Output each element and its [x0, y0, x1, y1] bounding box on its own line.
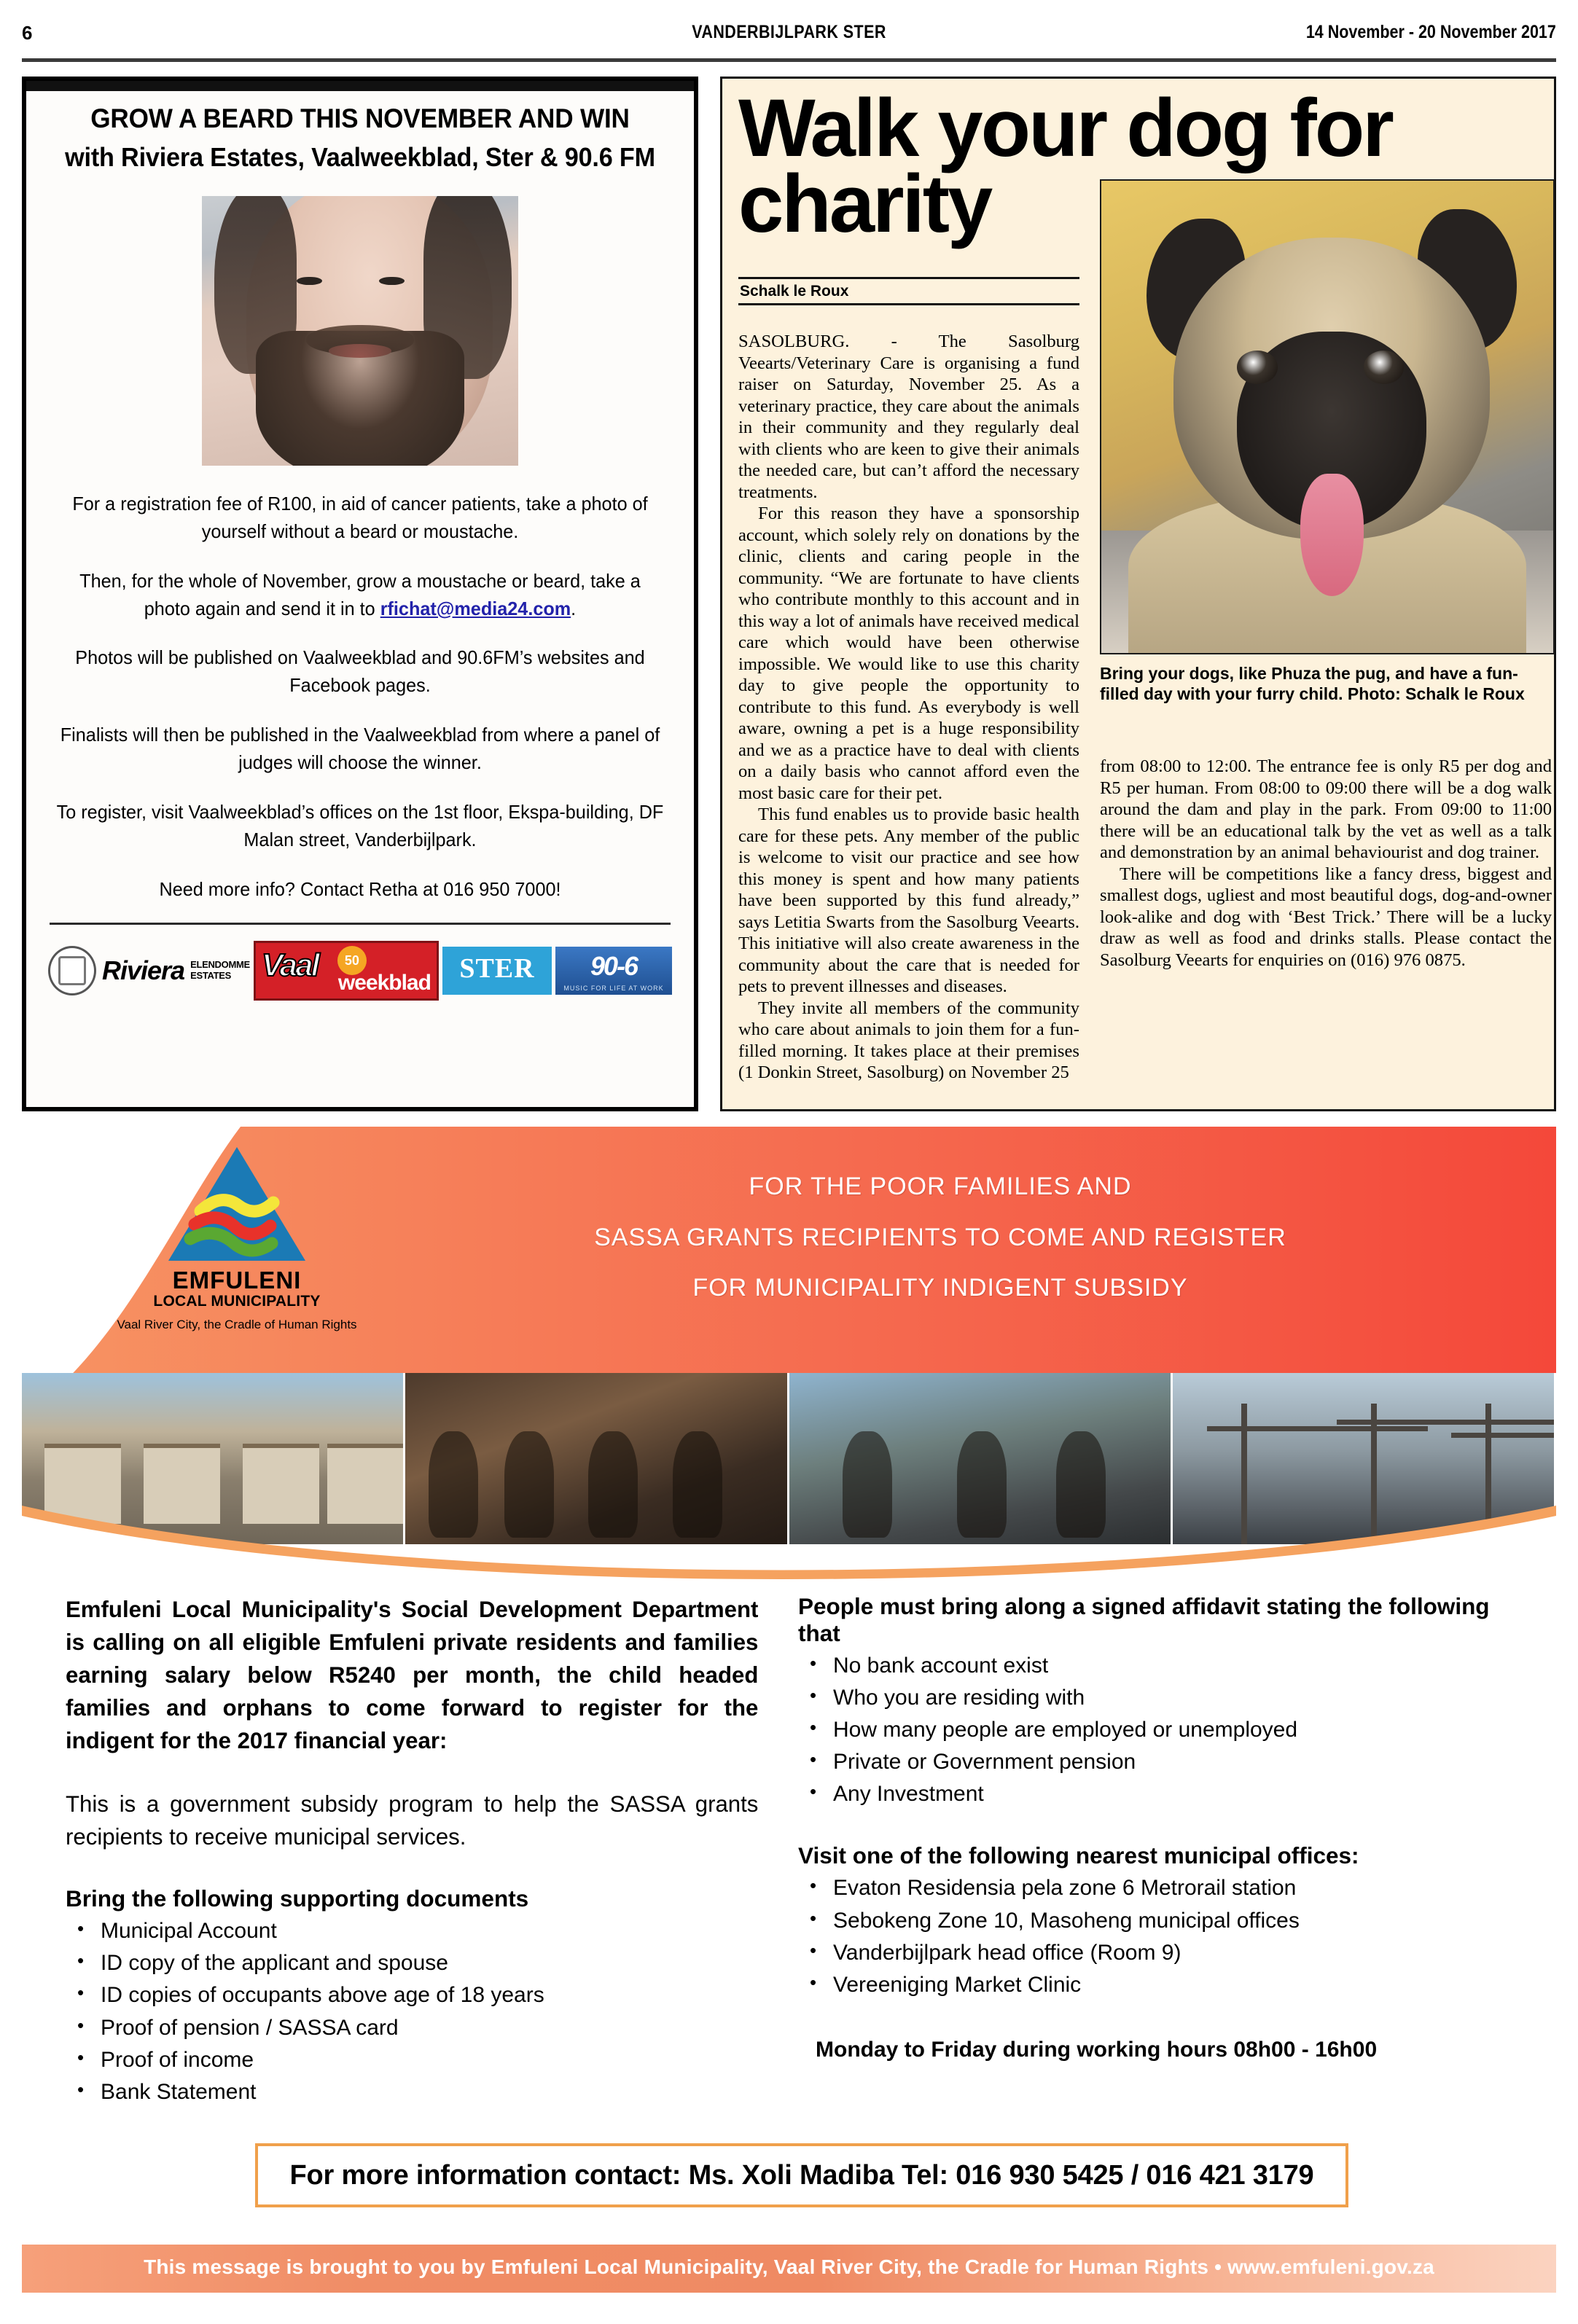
advert-headline-line1: GROW A BEARD THIS NOVEMBER AND WIN: [90, 103, 630, 133]
list-item: • Proof of income: [66, 2044, 765, 2076]
radio-tagline: MUSIC FOR LIFE AT WORK: [563, 985, 664, 993]
emfuleni-tagline: Vaal River City, the Cradle of Human Rights: [117, 1318, 357, 1331]
article-paragraph: from 08:00 to 12:00. The entrance fee is only R5 per dog and R5 per human. From 08:00 to 09:00 there will be a dog walk around the dam and play in the park. From 09:00 to 11:00 there will be an educational talk by the vet as well as a talk and demonstration by an animal behaviourist and dog trainer.: [1100, 756, 1552, 862]
advert-paragraph-1: For a registration fee of R100, in aid of cancer patients, take a photo of yourself without a beard or moustache.: [72, 492, 648, 542]
list-item: • ID copy of the applicant and spouse: [66, 1947, 765, 1979]
article-headline: Walk your dog for charity: [738, 82, 1392, 250]
emfuleni-logo: [84, 1143, 390, 1332]
emfuleni-triangle-icon: [165, 1143, 308, 1265]
article-paragraph: This fund enables us to provide basic health care for these pets. Any member of the public is welcome to visit our practice and see how this money is spent and how many patients have been supported by this fund already,” says Letitia Swarts from the Sasolburg Veearts. This initiative will also create awareness in the community about the care that is needed for pets to prevent illnesses and diseases.: [738, 805, 1079, 996]
municipality-footer-bar: [22, 2245, 1556, 2293]
article-paragraph: There will be competitions like a fancy dress, biggest and smallest dogs, ugliest and most beautiful dogs, dog-and-owner look-alike and dog with ‘Best Trick.’ There will be a lucky draw as well as food and drinks stalls. Please contact the Sasolburg Veearts for enquiries on (016) 976 0875.: [1100, 864, 1552, 970]
municipality-right-column: [798, 1593, 1520, 2062]
list-item: • Private or Government pension: [798, 1746, 1520, 1778]
page-number: 6: [22, 22, 32, 44]
list-item: • ID copies of occupants above age of 18 years: [66, 1979, 765, 2011]
advert-paragraph-3: Photos will be published on Vaalweekblad and 90.6FM’s websites and Facebook pages.: [75, 646, 645, 697]
email-link[interactable]: rfichat@media24.com: [380, 597, 571, 619]
contact-information-text: For more information contact: Ms. Xoli Madiba Tel: 016 930 5425 / 016 421 3179: [289, 2160, 1314, 2191]
issue-date: 14 November - 20 November 2017: [1306, 22, 1556, 42]
list-item: • Evaton Residensia pela zone 6 Metrorail station: [798, 1872, 1520, 1904]
list-item: • How many people are employed or unemployed: [798, 1714, 1520, 1746]
news-article: [720, 77, 1556, 1111]
emfuleni-subtitle: LOCAL MUNICIPALITY: [153, 1293, 321, 1310]
photo-caption: Bring your dogs, like Phuza the pug, and have a fun-filled day with your furry child. Photo: Schalk le Roux: [1100, 664, 1525, 704]
article-paragraph: They invite all members of the community who care about animals to join them for a fun-filled morning. It takes place at their premises (1 Donkin Street, Sasolburg) on November 25: [738, 998, 1079, 1082]
advert-paragraph-2: [55, 568, 665, 623]
affidavit-list: [798, 1650, 1520, 1810]
list-item: • Vereeniging Market Clinic: [798, 1969, 1520, 2001]
list-item: • Any Investment: [798, 1778, 1520, 1810]
vaalweekblad-word1: Vaal: [261, 947, 318, 984]
sponsor-logo-row: [45, 941, 675, 1001]
advert-headline-line2: with Riviera Estates, Vaalweekblad, Ster & 90.6 FM: [65, 141, 655, 172]
slogan-line-1: FOR THE POOR FAMILIES AND: [749, 1173, 1132, 1200]
radio-frequency: 90-6: [590, 951, 638, 982]
list-item: • Proof of pension / SASSA card: [66, 2012, 765, 2044]
list-item: • No bank account exist: [798, 1650, 1520, 1682]
ster-logo: [442, 947, 552, 995]
riviera-subtitle: [190, 960, 250, 982]
banner-slogan: [430, 1162, 1450, 1314]
list-item: • Bank Statement: [66, 2076, 765, 2108]
list-item: • Vanderbijlpark head office (Room 9): [798, 1937, 1520, 1969]
advert-headline: [61, 100, 660, 176]
list-item: • Sebokeng Zone 10, Masoheng municipal offices: [798, 1905, 1520, 1937]
banner-bottom-arc: [22, 1506, 1556, 1593]
advert-divider: [50, 923, 671, 925]
pug-dog-photo: [1100, 179, 1555, 654]
office-hours: Monday to Friday during working hours 08h00 - 16h00: [816, 2037, 1378, 2062]
riviera-subtitle-line2: ESTATES: [190, 970, 232, 982]
list-item: • Who you are residing with: [798, 1682, 1520, 1714]
advert-top-bar: [26, 81, 694, 91]
bearded-man-photo: [202, 196, 518, 466]
riviera-wordmark: Riviera: [102, 955, 185, 986]
vaalweekblad-anniversary-badge: 50: [337, 946, 367, 975]
municipality-advert: [22, 1127, 1556, 2293]
municipality-left-column: [66, 1593, 765, 2108]
riviera-subtitle-line1: ELENDOMME: [190, 959, 250, 971]
article-byline-block: [738, 277, 1079, 305]
advert-paragraph-2-tail: .: [571, 597, 577, 619]
documents-heading: Bring the following supporting documents: [66, 1885, 529, 1912]
article-column-1: [738, 331, 1079, 1084]
municipality-intro-bold: Emfuleni Local Municipality's Social Development Department is calling on all eligible Emfuleni private residents and families earning salary below R5240 per month, the child headed families and orphans to come forward to register for the indigent for the 2017 financial year:: [66, 1596, 759, 1754]
beard-competition-advert: [22, 77, 698, 1111]
article-column-2: [1100, 756, 1552, 971]
ster-wordmark: STER: [459, 953, 535, 985]
advert-paragraph-2-text: Then, for the whole of November, grow a moustache or beard, take a photo again and send it in to: [79, 569, 641, 619]
advert-paragraph-6: Need more info? Contact Retha at 016 950 7000!: [159, 878, 561, 901]
masthead: [22, 22, 1556, 60]
byline-rule-bottom: [738, 303, 1079, 305]
contact-information-box: [255, 2143, 1348, 2207]
municipality-intro-plain: This is a government subsidy program to help the SASSA grants recipients to receive municipal services.: [66, 1791, 759, 1850]
list-item: • Municipal Account: [66, 1915, 765, 1947]
advert-paragraph-4: Finalists will then be published in the Vaalweekblad from where a panel of judges will choose the winner.: [60, 724, 660, 774]
footer-text: This message is brought to you by Emfuleni Local Municipality, Vaal River City, the Cradle for Human Rights • www.emfuleni.gov.za: [144, 2255, 1434, 2278]
masthead-rule: [22, 58, 1556, 62]
article-paragraph: For this reason they have a sponsorship account, which solely rely on donations by the clinic, clients and caring people in the community. “We are fortunate to have clients who contribute monthly to this account and in this way a lot of animals have received medical care which would have been otherwise impossible. We would like to use this charity day to give people the opportunity to contribute to this fund. As everybody is well aware, owning a pet is a huge responsibility and we as a practice have to deal with clients on a daily basis who cannot afford even the most basic care for their pet.: [738, 504, 1079, 803]
slogan-line-2: SASSA GRANTS RECIPIENTS TO COME AND REGISTER: [594, 1223, 1286, 1251]
emfuleni-name: EMFULENI: [172, 1267, 302, 1294]
offices-list: [798, 1872, 1520, 2000]
vaalweekblad-logo: [254, 941, 439, 1001]
offices-heading: Visit one of the following nearest municipal offices:: [798, 1842, 1359, 1869]
documents-list: [66, 1915, 765, 2108]
vaalweekblad-word2: weekblad: [337, 971, 431, 995]
slogan-line-3: FOR MUNICIPALITY INDIGENT SUBSIDY: [692, 1274, 1188, 1302]
riviera-estates-logo: [48, 946, 250, 995]
publication-title: VANDERBIJLPARK STER: [692, 22, 886, 42]
article-paragraph: SASOLBURG. - The Sasolburg Veearts/Veterinary Care is organising a fund raiser on Saturday, November 25. As a veterinary practice, they care about the animals in their community and they regularly deal with clients who are keen to give their animals the needed care, but can’t afford the necessary treatments.: [738, 332, 1079, 502]
riviera-seal-icon: [48, 946, 96, 995]
affidavit-heading: People must bring along a signed affidavit stating the following that: [798, 1593, 1490, 1646]
article-byline: Schalk le Roux: [740, 283, 849, 300]
radio-906fm-logo: [555, 947, 672, 995]
advert-paragraph-5: To register, visit Vaalweekblad’s offices on the 1st floor, Ekspa-building, DF Malan street, Vanderbijlpark.: [56, 801, 664, 851]
